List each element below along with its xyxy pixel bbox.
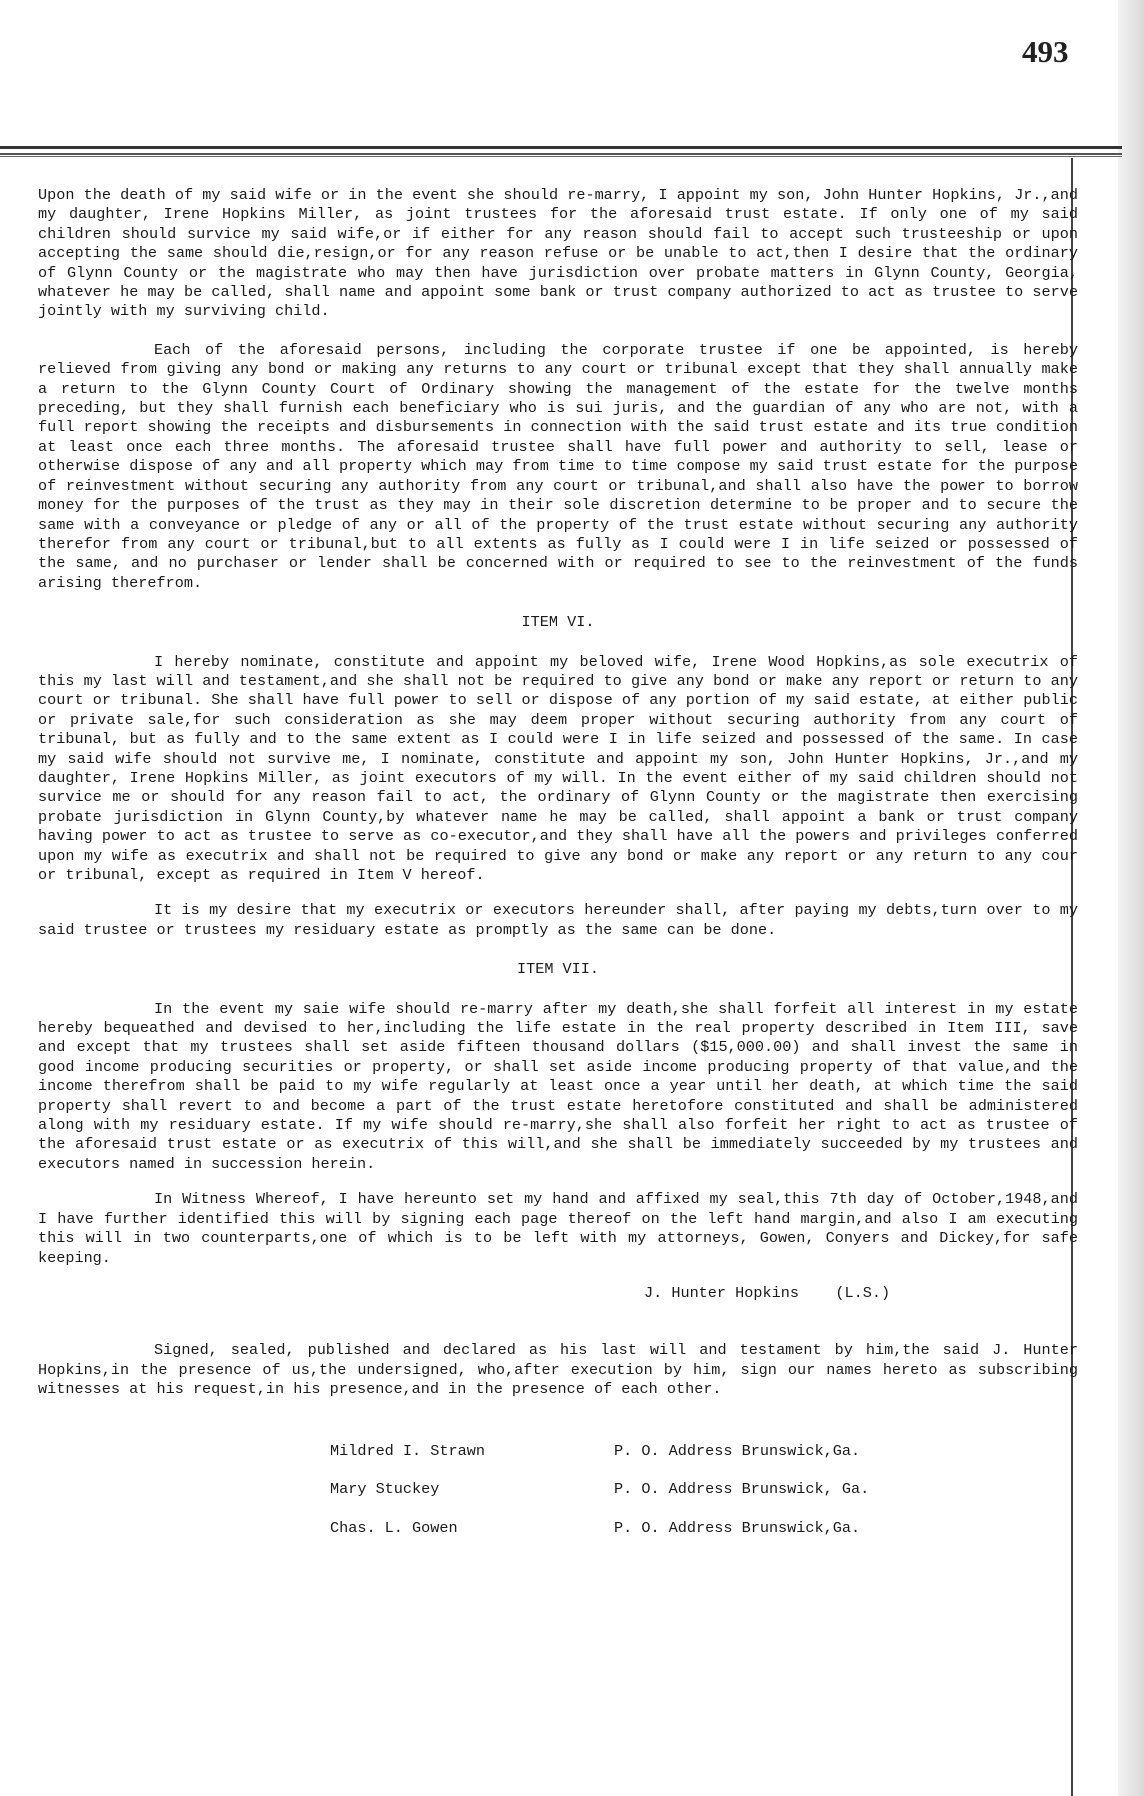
page-number: 493 — [1022, 34, 1069, 69]
trustee-succession-paragraph: Upon the death of my said wife or in the event she should re-marry, I appoint my son, John Hunter Hopkins, Jr.,and my daughter, Irene Hopkins Miller, as joint trustees for the aforesaid trust estate. If only one of my said children should survice my said wife,or if either for any reason should fail to accept such trusteeship or upon accepting the same should die,resign,or for any reason refuse or be unable to act,then I desire that the ordinary of Glynn County or the magistrate who may then have jurisdiction over probate matters in Glynn County, Georgia, whatever he may be called, shall name and appoint some bank or trust company authorized to act as trustee to serve jointly with my surviving child. — [38, 186, 1078, 321]
witness-name: Mary Stuckey — [330, 1480, 440, 1499]
residuary-paragraph: It is my desire that my executrix or executors hereunder shall, after paying my debts,turn over to my said trustee or trustees my residuary estate as promptly as the same can be done. — [38, 901, 1078, 939]
testator-signature: J. Hunter Hopkins (L.S.) — [644, 1283, 891, 1302]
witness-address: P. O. Address Brunswick, Ga. — [614, 1480, 870, 1499]
witness-row — [330, 1519, 869, 1558]
witness-name: Mildred I. Strawn — [330, 1441, 485, 1460]
witness-list — [330, 1442, 869, 1558]
witness-address: P. O. Address Brunswick,Ga. — [614, 1441, 861, 1460]
header-rule — [0, 146, 1122, 155]
header-rule-thin — [0, 156, 1122, 157]
page-edge-shadow — [1118, 0, 1144, 1796]
document-body — [38, 186, 1078, 1557]
attestation-paragraph: Signed, sealed, published and declared as his last will and testament by him,the said J. Hunter Hopkins,in the presence of us,the undersigned, who,after execution by him, sign our names hereto as subscribing witnesses at his request,in his presence,and in the presence of each other. — [38, 1341, 1078, 1399]
witness-name: Chas. L. Gowen — [330, 1518, 458, 1537]
trustee-powers-paragraph: Each of the aforesaid persons, including the corporate trustee if one be appointed, is hereby relieved from giving any bond or making any returns to any court or tribunal except that they shall annually make a return to the Glynn County Court of Ordinary showing the management of the estate for the twelve months preceding, but they shall furnish each beneficiary who is sui juris, and the guardian of any who are not, with a full report showing the receipts and disbursements in connection with the said trust estate and its true condition at least once each three months. The aforesaid trustee shall have full power and authority to sell, lease or otherwise dispose of any and all property which may from time to time compose my said trust estate for the purpose of reinvestment without securing any authority from any court or tribunal,and shall also have the power to borrow money for the purposes of the trust as they may in their sole discretion determine to be proper and to secure the same with a conveyance or pledge of any or all of the property of the trust estate without securing any authority therefor from any court or tribunal,but to all extents as fully as I could were I in life seized or possessed of the same, and no purchaser or lender shall be concerned with or required to see to the reinvestment of the funds arising therefrom. — [38, 340, 1078, 592]
item-vii-heading: ITEM VII. — [516, 960, 600, 979]
remarriage-paragraph: In the event my saie wife should re-marry after my death,she shall forfeit all interest in my estate hereby bequeathed and devised to her,including the life estate in the real property described in Item III, save and except that my trustees shall set aside fifteen thousand dollars ($15,000.00) and shall invest the same in good income producing securities or property, or shall set aside income producing property of that value,and the income therefrom shall be paid to my wife regularly at least once a year until her death, at which time the said property shall revert to and become a part of the trust estate heretofore constituted and shall be administered along with my residuary estate. If my wife should re-marry,she shall also forfeit her right to act as trustee of the aforesaid trust estate or as executrix of this will,and she shall be immediately succeeded by my trustees and executors named in succession herein. — [38, 999, 1078, 1173]
witness-whereof-paragraph: In Witness Whereof, I have hereunto set my hand and affixed my seal,this 7th day of October,1948,and I have further identified this will by signing each page thereof on the left hand margin,and also I am executing this will in two counterparts,one of which is to be left with my attorneys, Gowen, Conyers and Dickey,for safe keeping. — [38, 1190, 1078, 1267]
executrix-paragraph: I hereby nominate, constitute and appoint my beloved wife, Irene Wood Hopkins,as sole executrix of this my last will and testament,and she shall not be required to give any bond or make any report or return to any court or tribunal. She shall have full power to sell or dispose of any portion of my said estate, at either public or private sale,for such consideration as she may deem proper without securing authority from any court of tribunal, but as fully and to the same extent as I could were I in life seized and possessed of the same. In case my said wife should not survive me, I nominate, constitute and appoint my son, John Hunter Hopkins, Jr.,and my daughter, Irene Hopkins Miller, as joint executors of my will. In the event either of my said children should not survice me or should for any reason fail to act, the ordinary of Glynn County or the magistrate then exercising probate jurisdiction in Glynn County,by whatever name he may be called, shall appoint a bank or trust company having power to act as trustee to serve as co-executor,and they shall have all the powers and privileges conferred upon my wife as executrix and shall not be required to give any bond or make any report or any return to any cour or tribunal, except as required in Item V hereof. — [38, 652, 1078, 884]
witness-row — [330, 1442, 869, 1481]
witness-address: P. O. Address Brunswick,Ga. — [614, 1518, 861, 1537]
item-vi-heading: ITEM VI. — [521, 613, 595, 632]
witness-row — [330, 1480, 869, 1519]
